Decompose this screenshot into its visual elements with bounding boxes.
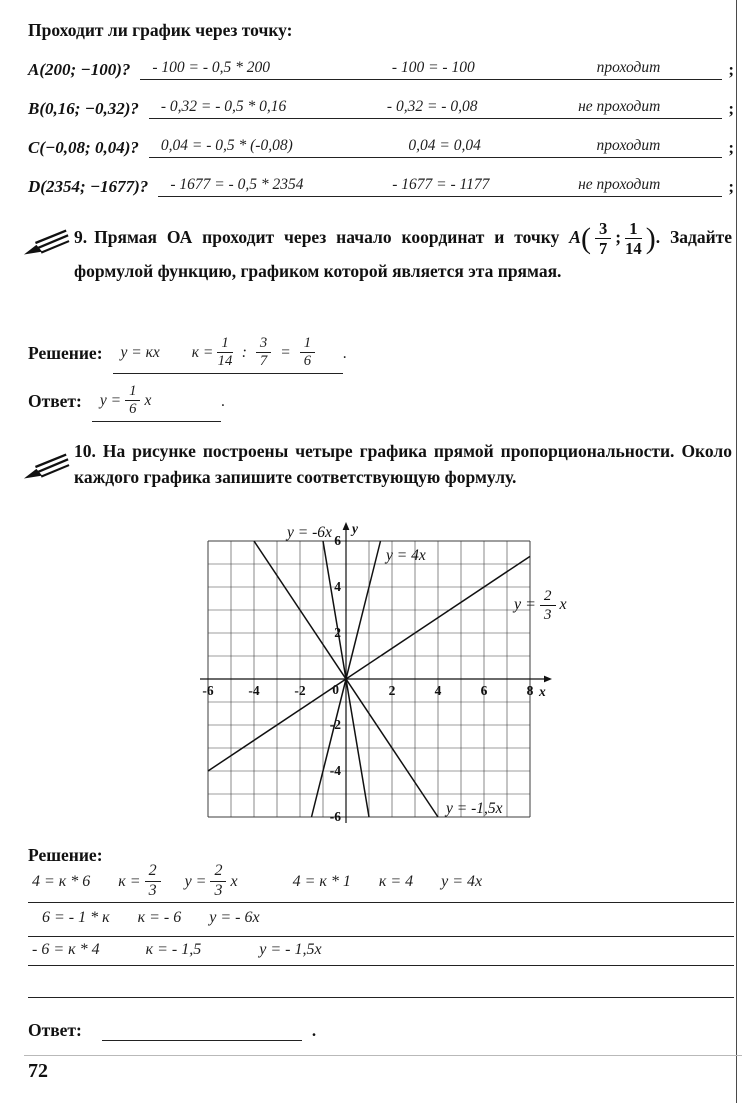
solution-row-3: [28, 937, 734, 966]
fraction-2-3: $\frac{2}{3}$: [210, 863, 226, 900]
point-label-c: С(−0,08; 0,04)?: [28, 138, 139, 157]
line-label-y-4x: у = 4х: [386, 547, 426, 564]
semicolon: ;: [728, 60, 734, 79]
task9-answer-blank: [92, 382, 221, 422]
y-axis-arrow: [343, 522, 350, 530]
y-axis-label: у: [352, 521, 358, 536]
x-tick: -6: [202, 683, 214, 698]
task10-number: 10.: [74, 441, 96, 461]
point-label-d: D(2354; −1677)?: [28, 177, 149, 196]
x-tick: 4: [434, 683, 442, 698]
handwritten-verdict: не проходит: [578, 176, 661, 193]
handwritten-answer: у =: [99, 391, 122, 409]
solution-label: Решение:: [28, 845, 103, 865]
equals-sign: =: [280, 343, 291, 361]
pencil-icon: [22, 452, 70, 482]
handwritten-work: - 1677 = - 0,5 * 2354: [170, 176, 304, 193]
task9-number: 9.: [74, 226, 88, 247]
bottom-rule: [24, 1055, 742, 1056]
fraction-2-3: $\frac{2}{3}$: [145, 863, 161, 900]
task9-statement: [74, 220, 732, 284]
point-A-name: А: [569, 226, 581, 247]
handwritten-verdict: не проходит: [578, 98, 661, 115]
period: .: [311, 1020, 317, 1040]
x-tick: 6: [480, 683, 488, 698]
line-label-y-minus1point5x: у = -1,5х: [446, 800, 503, 817]
y-tick: -6: [329, 809, 341, 824]
y-tick: 6: [334, 533, 341, 548]
fraction-2-3: $\frac{2}{3}$: [540, 588, 556, 623]
answer-blank: [102, 1021, 302, 1041]
handwritten-x: х: [230, 872, 238, 890]
solution-row-empty: [28, 966, 734, 998]
x-tick: 2: [388, 683, 396, 698]
y-tick: 4: [334, 579, 341, 594]
task9-solution-blank: [113, 334, 344, 374]
line-label-y-two-thirds-x: [514, 588, 567, 623]
handwritten-work: - 100 = - 100: [391, 59, 475, 76]
fraction-separator: ;: [615, 226, 622, 247]
handwritten-work: - 0,32 = - 0,08: [386, 98, 478, 115]
answer-blank-b: [149, 98, 722, 119]
handwritten-equation: к = - 1,5: [145, 940, 202, 958]
page-number: 72: [28, 1060, 48, 1082]
check-row-d: [28, 173, 734, 197]
paren-open: (: [580, 221, 591, 255]
fraction-1-6: $\frac{1}{6}$: [125, 384, 140, 418]
answer-blank-d: [158, 176, 722, 197]
fraction-1-14: $\frac{1}{14}$: [625, 219, 642, 259]
handwritten-equation: у = - 6х: [209, 909, 260, 926]
handwritten-verdict: проходит: [596, 137, 661, 154]
handwritten-equation: - 6 = к * 4: [32, 940, 100, 958]
handwritten-work: 0,04 = - 0,5 * (-0,08): [160, 137, 293, 154]
line-label-y-minus6x: у = -6х: [287, 524, 332, 541]
division-colon: :: [241, 343, 247, 361]
answer-blank-a: [140, 59, 722, 80]
solution-row-2: [28, 903, 734, 937]
period: .: [343, 344, 347, 362]
handwritten-formula: у = кх: [120, 343, 160, 361]
solution-label: Решение:: [28, 343, 103, 364]
handwritten-work: 0,04 = 0,04: [408, 137, 481, 154]
origin-label: 0: [332, 682, 339, 697]
solution-row-1-right: [293, 873, 483, 891]
handwritten-equation: 4 = к * 1: [292, 872, 351, 890]
point-label-b: В(0,16; −0,32)?: [28, 99, 139, 118]
answer-label: Ответ:: [28, 391, 82, 412]
x-tick: -2: [294, 683, 306, 698]
task10-solution-rows: [28, 864, 734, 998]
x-tick: -4: [248, 683, 260, 698]
handwritten-x: х: [144, 391, 152, 409]
y-tick: 2: [334, 625, 341, 640]
x-tick: 8: [526, 683, 534, 698]
check-section: [28, 20, 734, 197]
pencil-icon: [22, 228, 70, 258]
y-tick: -2: [329, 717, 341, 732]
task9-text-part1: Прямая ОА проходит через начало координат и точку: [94, 226, 560, 247]
fraction-1-6: $\frac{1}{6}$: [300, 336, 315, 370]
point-label-a: А(200; −100)?: [28, 60, 131, 79]
check-row-a: [28, 56, 734, 80]
handwritten-equation: к = - 6: [137, 909, 182, 926]
check-section-title: Проходит ли график через точку:: [28, 20, 293, 40]
handwritten-equation: 4 = к * 6: [32, 872, 91, 890]
task10-text: На рисунке построены четыре графика прямой пропорциональности. Около каждого графика запишите соответствующую формулу.: [74, 441, 732, 488]
point-A-expression: [569, 219, 656, 259]
task9-solution-row: [28, 334, 347, 374]
semicolon: ;: [728, 99, 734, 118]
task10-answer-row: [28, 1020, 316, 1041]
semicolon: ;: [728, 138, 734, 157]
check-row-b: [28, 95, 734, 119]
coordinate-plot: [188, 516, 620, 856]
x-axis-label: х: [539, 684, 546, 699]
x-axis-arrow: [544, 676, 552, 683]
graph-figure: [188, 516, 620, 856]
handwritten-equation: к = 4: [378, 872, 414, 890]
label-prefix: у =: [514, 596, 536, 614]
check-row-c: [28, 134, 734, 158]
handwritten-y: у =: [184, 872, 207, 890]
solution-row-1: [28, 864, 734, 903]
page-edge-line: [736, 0, 737, 1103]
y-tick: -4: [329, 763, 341, 778]
handwritten-equation: у = 4х: [441, 872, 483, 890]
task9-text-part2: . Задайте формулой функцию, графиком которой является эта прямая.: [74, 226, 733, 281]
handwritten-work: - 100 = - 0,5 * 200: [152, 59, 271, 76]
task9-answer-row: [28, 382, 225, 422]
handwritten-work: - 1677 = - 1177: [392, 176, 490, 193]
handwritten-k: к =: [118, 872, 141, 890]
handwritten-equation: 6 = - 1 * к: [42, 909, 110, 926]
handwritten-work: - 0,32 = - 0,5 * 0,16: [160, 98, 287, 115]
fraction-1-14: $\frac{1}{14}$: [217, 335, 233, 370]
fraction-3-7: $\frac{3}{7}$: [256, 336, 271, 370]
semicolon: ;: [728, 177, 734, 196]
handwritten-verdict: проходит: [596, 59, 661, 76]
handwritten-equation: у = - 1,5х: [259, 940, 322, 958]
label-suffix: х: [559, 596, 567, 614]
task10-statement: [74, 438, 732, 491]
handwritten-k: к =: [191, 343, 214, 361]
period: .: [221, 392, 226, 410]
fraction-3-7: $\frac{3}{7}$: [595, 220, 611, 258]
answer-blank-c: [149, 137, 722, 158]
paren-close: ): [645, 221, 656, 255]
answer-label: Ответ:: [28, 1020, 82, 1040]
